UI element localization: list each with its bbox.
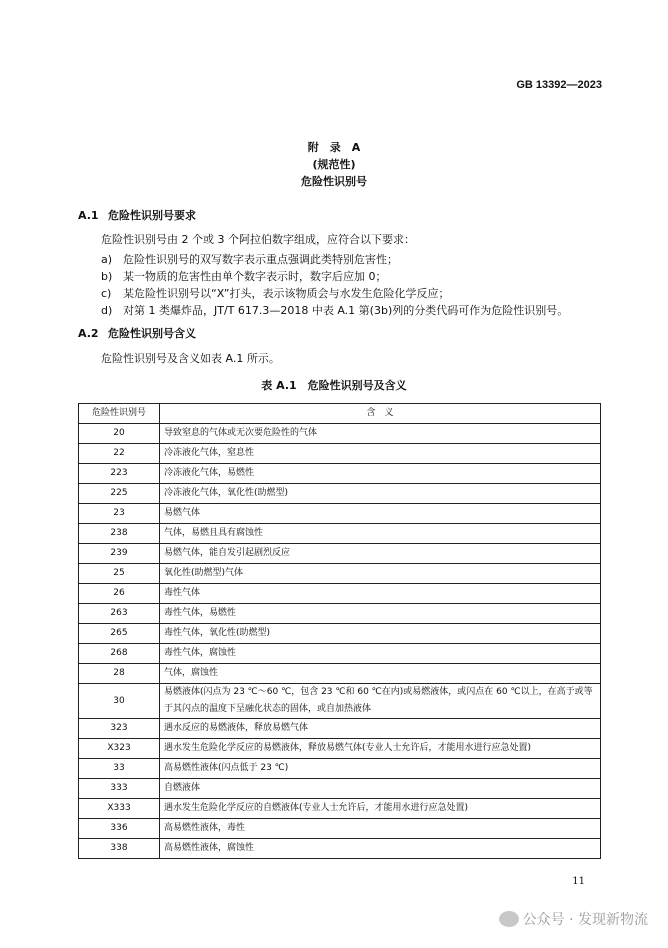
hazard-code: 23: [79, 504, 160, 524]
hazard-meaning: 气体，腐蚀性: [160, 664, 601, 684]
hazard-code: 336: [79, 819, 160, 839]
hazard-code: X323: [79, 739, 160, 759]
section-a2-heading: [78, 325, 196, 341]
appendix-title: 附 录 A: [307, 141, 361, 154]
table-row: [79, 644, 601, 664]
table-row: [79, 544, 601, 564]
hazard-code: 265: [79, 624, 160, 644]
table-row: [79, 819, 601, 839]
watermark: [499, 909, 648, 929]
a2-intro: 危险性识别号及含义如表 A.1 所示。: [101, 352, 280, 365]
list-item: [101, 285, 450, 301]
hazard-code: 338: [79, 839, 160, 859]
list-item: [101, 251, 398, 267]
list-text: 某一物质的危害性由单个数字表示时，数字后应加 0；: [123, 270, 387, 283]
table-row: [79, 739, 601, 759]
hazard-code: 263: [79, 604, 160, 624]
page-number: 11: [572, 876, 585, 887]
table-row: [79, 524, 601, 544]
table-row: [79, 624, 601, 644]
table-row: [79, 779, 601, 799]
hazard-meaning: 高易燃性液体(闪点低于 23 ℃): [160, 759, 601, 779]
header-meaning: 含 义: [160, 404, 601, 424]
list-text: 某危险性识别号以“X”打头，表示该物质会与水发生危险化学反应；: [123, 287, 450, 300]
table-row: [79, 799, 601, 819]
table-header-row: [79, 404, 601, 424]
hazard-code: 28: [79, 664, 160, 684]
hazard-meaning: 毒性气体，易燃性: [160, 604, 601, 624]
table-row: [79, 464, 601, 484]
table-row: [79, 719, 601, 739]
header-code: 危险性识别号: [79, 404, 160, 424]
hazard-code: 333: [79, 779, 160, 799]
hazard-meaning: 氧化性(助燃型)气体: [160, 564, 601, 584]
list-marker: d): [101, 304, 113, 317]
hazard-meaning: 导致窒息的气体或无次要危险性的气体: [160, 424, 601, 444]
hazard-meaning: 冷冻液化气体，易燃性: [160, 464, 601, 484]
hazard-meaning: 毒性气体: [160, 584, 601, 604]
hazard-meaning: 冷冻液化气体，窒息性: [160, 444, 601, 464]
section-number: A.1: [78, 209, 99, 222]
hazard-code: 22: [79, 444, 160, 464]
hazard-meaning: 遇水发生危险化学反应的自燃液体(专业人士允许后，才能用水进行应急处置): [160, 799, 601, 819]
section-number: A.2: [78, 327, 99, 340]
list-item: [101, 302, 568, 318]
hazard-meaning: 气体，易燃且具有腐蚀性: [160, 524, 601, 544]
hazard-code: 33: [79, 759, 160, 779]
table-row: [79, 759, 601, 779]
hazard-meaning: 易燃气体，能自发引起剧烈反应: [160, 544, 601, 564]
table-row: [79, 484, 601, 504]
table-row: [79, 424, 601, 444]
hazard-code: X333: [79, 799, 160, 819]
wechat-icon: [499, 911, 519, 927]
hazard-meaning: 毒性气体，氧化性(助燃型): [160, 624, 601, 644]
hazard-meaning: 遇水发生危险化学反应的易燃液体，释放易燃气体(专业人士允许后，才能用水进行应急处置): [160, 739, 601, 759]
standard-number: GB 13392—2023: [516, 79, 602, 91]
hazard-meaning: 毒性气体，腐蚀性: [160, 644, 601, 664]
hazard-meaning: 遇水反应的易燃液体，释放易燃气体: [160, 719, 601, 739]
a1-intro: 危险性识别号由 2 个或 3 个阿拉伯数字组成，应符合以下要求：: [101, 233, 415, 246]
hazard-code: 239: [79, 544, 160, 564]
list-item: [101, 268, 387, 284]
hazard-meaning: 高易燃性液体，腐蚀性: [160, 839, 601, 859]
hazard-code: 25: [79, 564, 160, 584]
table-row: [79, 564, 601, 584]
table-row: [79, 444, 601, 464]
section-title: 危险性识别号要求: [108, 209, 196, 222]
list-marker: b): [101, 270, 113, 283]
table-caption: 表 A.1 危险性识别号及含义: [261, 379, 407, 392]
hazard-code: 225: [79, 484, 160, 504]
watermark-text: 公众号 · 发现新物流: [522, 912, 648, 928]
appendix-type: (规范性): [312, 158, 356, 171]
hazard-code: 223: [79, 464, 160, 484]
table-row: [79, 504, 601, 524]
hazard-code: 20: [79, 424, 160, 444]
table-row: [79, 839, 601, 859]
list-marker: a): [101, 253, 113, 266]
list-text: 对第 1 类爆炸品，JT/T 617.3—2018 中表 A.1 第(3b)列的分类代码可作为危险性识别号。: [123, 304, 569, 317]
hazard-id-table: [78, 403, 601, 859]
table-row: [79, 584, 601, 604]
hazard-code: 30: [79, 684, 160, 719]
hazard-code: 26: [79, 584, 160, 604]
hazard-meaning: 易燃液体(闪点为 23 ℃～60 ℃，包含 23 ℃和 60 ℃在内)或易燃液体，或闪点在 60 ℃以上，在高于或等于其闪点的温度下呈融化状态的固体，或自加热液体: [160, 684, 601, 719]
hazard-code: 238: [79, 524, 160, 544]
hazard-code: 323: [79, 719, 160, 739]
hazard-meaning: 冷冻液化气体，氧化性(助燃型): [160, 484, 601, 504]
list-marker: c): [101, 287, 112, 300]
table-row: [79, 664, 601, 684]
hazard-code: 268: [79, 644, 160, 664]
section-title: 危险性识别号含义: [108, 327, 196, 340]
table-row: [79, 684, 601, 719]
hazard-meaning: 自燃液体: [160, 779, 601, 799]
hazard-meaning: 易燃气体: [160, 504, 601, 524]
list-text: 危险性识别号的双写数字表示重点强调此类特别危害性；: [123, 253, 398, 266]
table-row: [79, 604, 601, 624]
hazard-meaning: 高易燃性液体，毒性: [160, 819, 601, 839]
appendix-subtitle: 危险性识别号: [301, 175, 367, 188]
section-a1-heading: [78, 207, 196, 223]
